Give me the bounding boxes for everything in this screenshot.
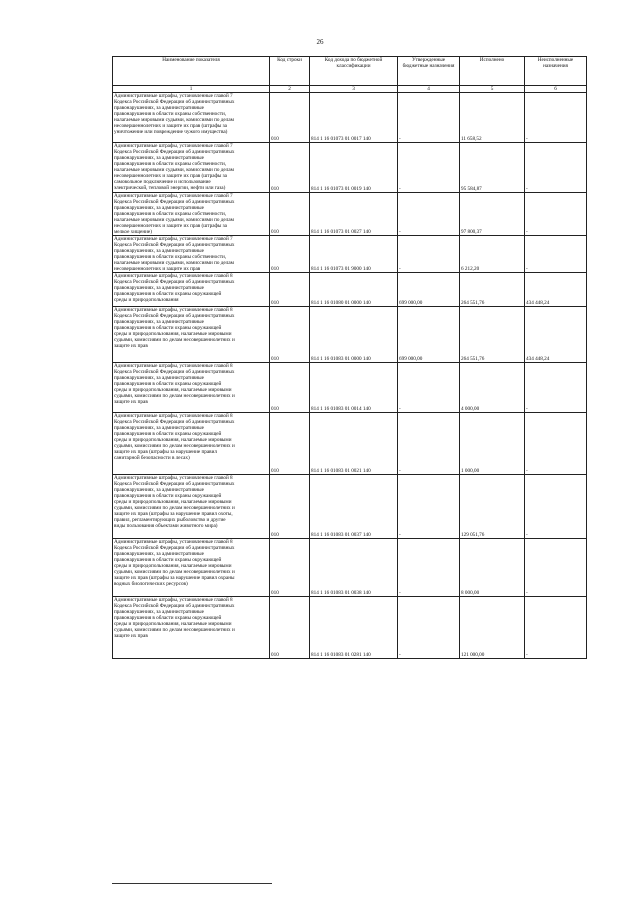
table-row	[113, 193, 587, 236]
table-row	[113, 539, 587, 597]
column-number: 5	[460, 86, 525, 93]
row-name-cell: Административные штрафы, установленные главой 8 Кодекса Российской Федерации об административных правонарушениях, за административные правонарушения в области охраны окружающей среды и природопользования, налагаемые мировыми судьями, комиссиями по делам несовершеннолетних и защите их прав (штрафы за нарушение правил охоты, правил, регламентирующих рыболовство и другие виды пользования объектами животного мира)	[113, 475, 270, 539]
row-executed-cell: 1 000,00	[460, 413, 525, 475]
row-executed-cell: 97 800,37	[460, 193, 525, 236]
row-income-code-cell: 814 1 16 01073 01 0017 140	[310, 93, 398, 143]
row-executed-cell: 264 551,76	[460, 307, 525, 363]
header-row	[113, 57, 587, 86]
row-executed-cell: 8 000,00	[460, 539, 525, 597]
footer-divider	[112, 883, 272, 884]
header-unexecuted: Неисполненные назначения	[525, 57, 587, 86]
row-unexecuted-cell: -	[525, 143, 587, 193]
table-row	[113, 143, 587, 193]
row-executed-cell: 95 584,87	[460, 143, 525, 193]
row-line-code-cell: 010	[270, 597, 310, 659]
table-row	[113, 273, 587, 307]
row-income-code-cell: 814 1 16 01073 01 0019 140	[310, 143, 398, 193]
row-approved-cell: -	[398, 475, 460, 539]
row-unexecuted-cell: -	[525, 236, 587, 273]
row-line-code-cell: 010	[270, 93, 310, 143]
row-name-cell: Административные штрафы, установленные главой 8 Кодекса Российской Федерации об административных правонарушениях, за административные правонарушения в области охраны окружающей среды и природопользования	[113, 273, 270, 307]
table-row	[113, 93, 587, 143]
row-line-code-cell: 010	[270, 539, 310, 597]
column-number: 2	[270, 86, 310, 93]
row-line-code-cell: 010	[270, 273, 310, 307]
column-number: 3	[310, 86, 398, 93]
row-line-code-cell: 010	[270, 307, 310, 363]
row-approved-cell: -	[398, 93, 460, 143]
column-number: 1	[113, 86, 270, 93]
column-number-row	[113, 86, 587, 93]
report-table-container	[112, 56, 586, 659]
row-unexecuted-cell: -	[525, 413, 587, 475]
header-income-code: Код дохода по бюджетной классификации	[310, 57, 398, 86]
row-unexecuted-cell: -	[525, 363, 587, 413]
row-income-code-cell: 814 1 16 01083 01 0021 140	[310, 413, 398, 475]
row-approved-cell: -	[398, 193, 460, 236]
row-unexecuted-cell: 434 448,24	[525, 273, 587, 307]
header-name: Наименование показателя	[113, 57, 270, 86]
row-income-code-cell: 814 1 16 01083 01 0281 140	[310, 597, 398, 659]
row-unexecuted-cell: -	[525, 193, 587, 236]
row-line-code-cell: 010	[270, 193, 310, 236]
row-executed-cell: 129 051,76	[460, 475, 525, 539]
row-approved-cell: -	[398, 236, 460, 273]
row-line-code-cell: 010	[270, 363, 310, 413]
table-row	[113, 475, 587, 539]
row-approved-cell: -	[398, 363, 460, 413]
row-line-code-cell: 010	[270, 413, 310, 475]
row-name-cell: Административные штрафы, установленные главой 7 Кодекса Российской Федерации об административных правонарушениях, за административные правонарушения в области охраны собственности, налагаемые мировыми судьями, комиссиями по делам несовершеннолетних и защите их прав (штрафы за уничтожение или повреждение чужого имущества)	[113, 93, 270, 143]
row-income-code-cell: 814 1 16 01083 01 0014 140	[310, 363, 398, 413]
row-income-code-cell: 814 1 16 01083 01 0000 140	[310, 307, 398, 363]
row-name-cell: Административные штрафы, установленные главой 7 Кодекса Российской Федерации об административных правонарушениях, за административные правонарушения в области охраны собственности, налагаемые мировыми судьями, комиссиями по делам несовершеннолетних и защите их прав (штрафы за мелкое хищение)	[113, 193, 270, 236]
row-name-cell: Административные штрафы, установленные главой 7 Кодекса Российской Федерации об административных правонарушениях, за административные правонарушения в области охраны собственности, налагаемые мировыми судьями, комиссиями по делам несовершеннолетних и защите их прав (штрафы за самовольное подключение и использование электрической, тепловой энергии, нефти или газа)	[113, 143, 270, 193]
row-approved-cell: -	[398, 413, 460, 475]
row-executed-cell: 6 212,20	[460, 236, 525, 273]
header-approved: Утвержденные бюджетные назначения	[398, 57, 460, 86]
row-approved-cell: -	[398, 539, 460, 597]
row-name-cell: Административные штрафы, установленные главой 8 Кодекса Российской Федерации об административных правонарушениях, за административные правонарушения в области охраны окружающей среды и природопользования, налагаемые мировыми судьями, комиссиями по делам несовершеннолетних и защите их прав (штрафы за нарушение правил охраны водных биологических ресурсов)	[113, 539, 270, 597]
row-executed-cell: 11 658,52	[460, 93, 525, 143]
row-income-code-cell: 814 1 16 01083 01 0038 140	[310, 539, 398, 597]
header-executed: Исполнено	[460, 57, 525, 86]
row-income-code-cell: 814 1 16 01073 01 0027 140	[310, 193, 398, 236]
row-unexecuted-cell: 434 448,24	[525, 307, 587, 363]
row-line-code-cell: 010	[270, 236, 310, 273]
row-executed-cell: 121 000,00	[460, 597, 525, 659]
row-line-code-cell: 010	[270, 475, 310, 539]
row-approved-cell: -	[398, 597, 460, 659]
column-number: 6	[525, 86, 587, 93]
row-line-code-cell: 010	[270, 143, 310, 193]
table-row	[113, 363, 587, 413]
row-unexecuted-cell: -	[525, 597, 587, 659]
table-row	[113, 307, 587, 363]
header-line-code: Код строки	[270, 57, 310, 86]
column-number: 4	[398, 86, 460, 93]
row-executed-cell: 4 000,00	[460, 363, 525, 413]
table-row	[113, 413, 587, 475]
row-name-cell: Административные штрафы, установленные главой 8 Кодекса Российской Федерации об административных правонарушениях, за административные правонарушения в области охраны окружающей среды и природопользования, налагаемые мировыми судьями, комиссиями по делам несовершеннолетних и защите их прав	[113, 363, 270, 413]
table-row	[113, 236, 587, 273]
row-income-code-cell: 814 1 16 01073 01 9000 140	[310, 236, 398, 273]
row-approved-cell: 699 000,00	[398, 307, 460, 363]
row-unexecuted-cell: -	[525, 93, 587, 143]
page-number: 26	[316, 38, 324, 46]
row-name-cell: Административные штрафы, установленные главой 8 Кодекса Российской Федерации об административных правонарушениях, за административные правонарушения в области охраны окружающей среды и природопользования, налагаемые мировыми судьями, комиссиями по делам несовершеннолетних и защите их прав	[113, 307, 270, 363]
row-income-code-cell: 814 1 16 01083 01 0037 140	[310, 475, 398, 539]
row-approved-cell: -	[398, 143, 460, 193]
row-income-code-cell: 814 1 16 01080 01 0000 140	[310, 273, 398, 307]
table-row	[113, 597, 587, 659]
row-name-cell: Административные штрафы, установленные главой 8 Кодекса Российской Федерации об административных правонарушениях, за административные правонарушения в области охраны окружающей среды и природопользования, налагаемые мировыми судьями, комиссиями по делам несовершеннолетних и защите их прав	[113, 597, 270, 659]
row-executed-cell: 264 551,76	[460, 273, 525, 307]
row-name-cell: Административные штрафы, установленные главой 7 Кодекса Российской Федерации об административных правонарушениях, за административные правонарушения в области охраны собственности, налагаемые мировыми судьями, комиссиями по делам несовершеннолетних и защите их прав	[113, 236, 270, 273]
row-unexecuted-cell: -	[525, 539, 587, 597]
income-report-table	[112, 56, 587, 659]
row-name-cell: Административные штрафы, установленные главой 8 Кодекса Российской Федерации об административных правонарушениях, за административные правонарушения в области охраны окружающей среды и природопользования, налагаемые мировыми судьями, комиссиями по делам несовершеннолетних и защите их прав (штрафы за нарушение правил санитарной безопасности в лесах)	[113, 413, 270, 475]
row-unexecuted-cell: -	[525, 475, 587, 539]
row-approved-cell: 699 000,00	[398, 273, 460, 307]
